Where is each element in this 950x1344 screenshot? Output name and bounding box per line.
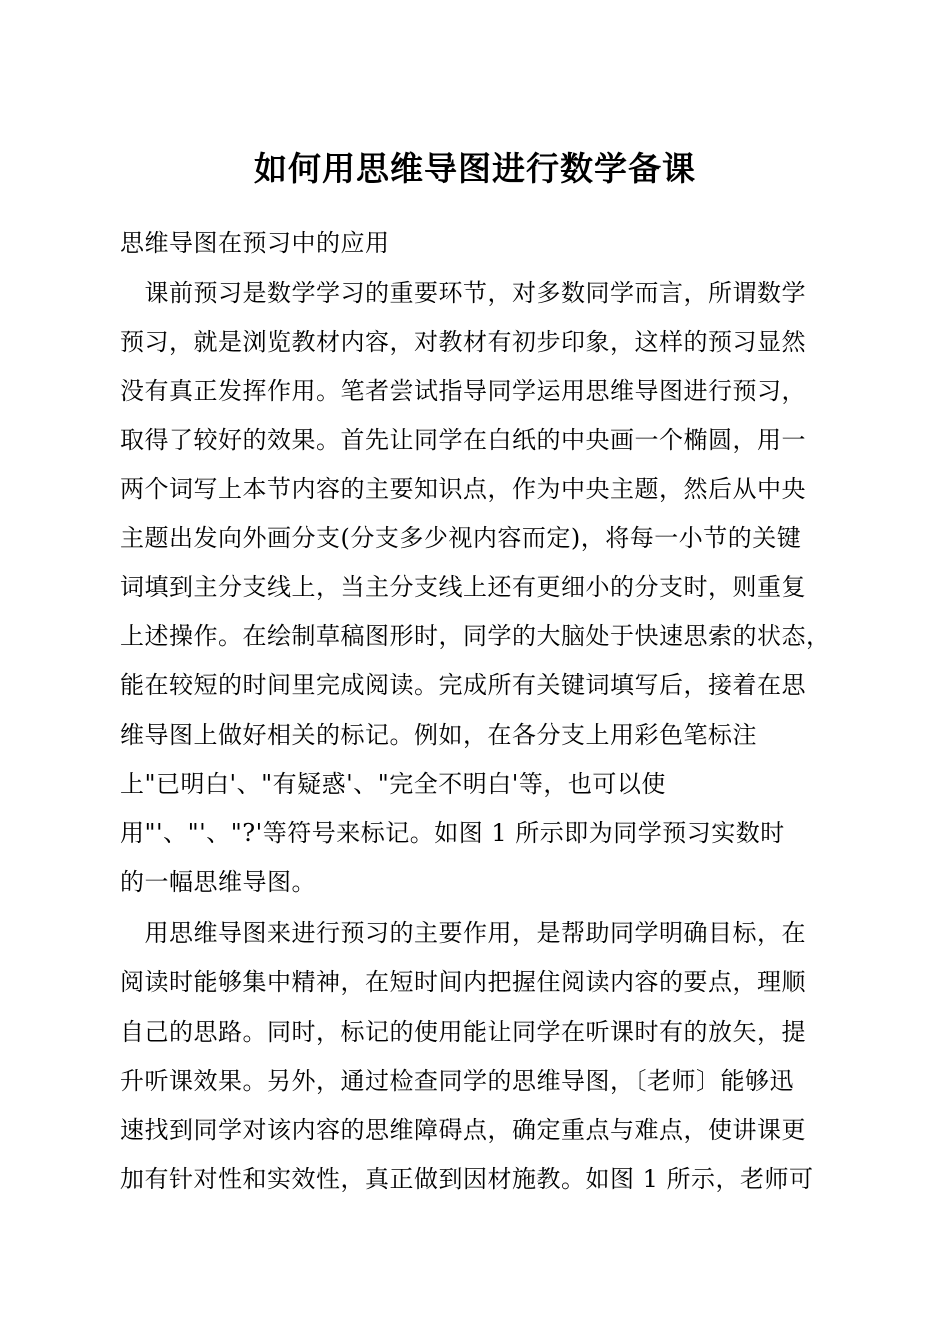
paragraph-line: 的一幅思维导图。 [120,868,316,896]
paragraph-line: 预习，就是浏览教材内容，对教材有初步印象，这样的预习显然 [120,328,806,356]
paragraph-line: 主题出发向外画分支(分支多少视内容而定)，将每一小节的关键 [120,524,802,552]
paragraph-line: 自己的思路。同时，标记的使用能让同学在听课时有的放矢，提 [120,1018,806,1046]
paragraph-line: 加有针对性和实效性，真正做到因材施教。如图 1 所示，老师可 [120,1165,814,1193]
paragraph-line: 没有真正发挥作用。笔者尝试指导同学运用思维导图进行预习， [120,377,806,405]
paragraph-line: 取得了较好的效果。首先让同学在白纸的中央画一个椭圆，用一 [120,426,806,454]
paragraph-line: 用"'、"'、"?'等符号来标记。如图 1 所示即为同学预习实数时 [120,819,785,847]
paragraph-line: 词填到主分支线上，当主分支线上还有更细小的分支时，则重复 [120,573,806,601]
document-title: 如何用思维导图进行数学备课 [254,149,696,188]
paragraph-line: 速找到同学对该内容的思维障碍点，确定重点与难点，使讲课更 [120,1116,806,1144]
paragraph-line: 上"已明白'、"有疑惑'、"完全不明白'等，也可以使 [120,770,666,798]
paragraph-line: 上述操作。在绘制草稿图形时，同学的大脑处于快速思索的状态， [120,622,831,650]
paragraph-line: 能在较短的时间里完成阅读。完成所有关键词填写后，接着在思 [120,671,806,699]
paragraph-line: 用思维导图来进行预习的主要作用，是帮助同学明确目标，在 [120,919,806,947]
section-heading: 思维导图在预习中的应用 [120,229,390,257]
paragraph-line: 维导图上做好相关的标记。例如，在各分支上用彩色笔标注 [120,721,757,749]
paragraph-line: 阅读时能够集中精神，在短时间内把握住阅读内容的要点，理顺 [120,968,806,996]
paragraph-line: 两个词写上本节内容的主要知识点，作为中央主题，然后从中央 [120,475,806,503]
paragraph-line: 升听课效果。另外，通过检查同学的思维导图，〔老师〕能够迅 [120,1067,794,1095]
paragraph-line: 课前预习是数学学习的重要环节，对多数同学而言，所谓数学 [120,279,806,307]
